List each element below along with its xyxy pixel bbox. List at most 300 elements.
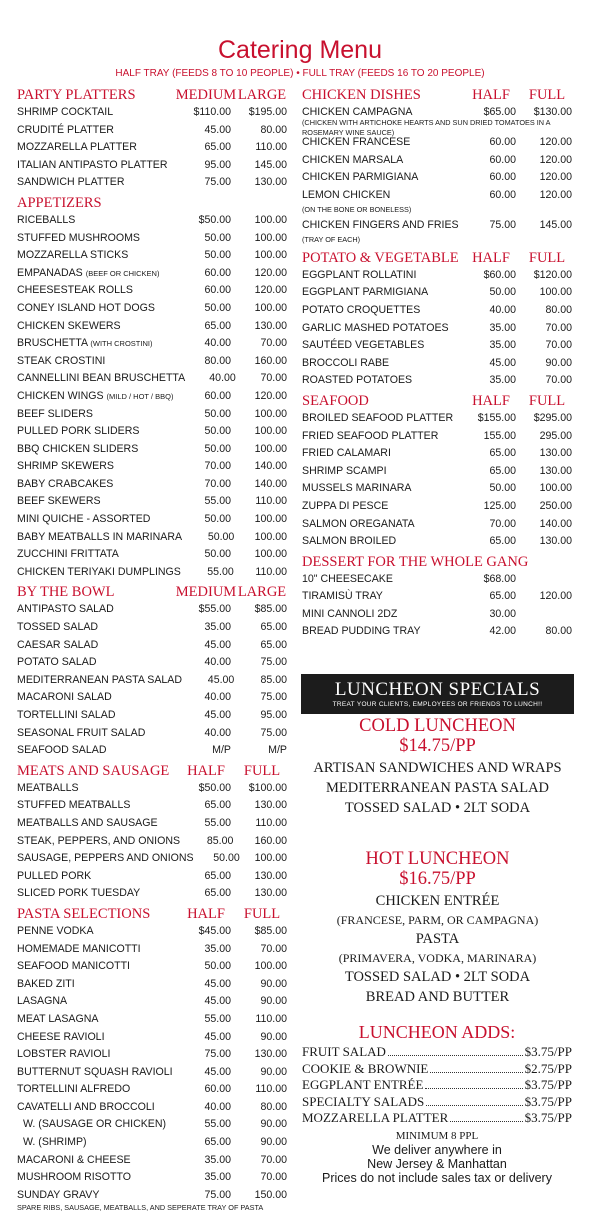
menu-item	[17, 284, 287, 302]
size-column-header: MEDIUM	[175, 87, 237, 103]
item-name-text: CHEESE RAVIOLI	[17, 1030, 105, 1043]
item-name	[302, 500, 460, 512]
price-half: 75.00	[489, 218, 516, 231]
item-description: (TRAY OF EACH)	[302, 235, 361, 245]
menu-item	[17, 870, 287, 888]
item-name	[17, 1048, 175, 1060]
price-half: $155.00	[477, 411, 516, 424]
price-full: 80.00	[260, 123, 287, 136]
menu-item	[302, 535, 572, 553]
item-name-text: BREAD PUDDING TRAY	[302, 625, 421, 638]
menu-item	[302, 171, 572, 189]
item-name	[302, 154, 460, 166]
menu-item	[17, 1048, 287, 1066]
price-full: $100.00	[248, 781, 287, 794]
price-half: 40.00	[204, 726, 231, 739]
hot-luncheon-entree-options: (FRANCESE, PARM, OR CAMPAGNA)	[336, 913, 539, 927]
item-name	[17, 106, 175, 118]
item-name	[302, 304, 460, 316]
price-half: 60.00	[204, 284, 231, 297]
item-name	[17, 1083, 175, 1095]
menu-item	[302, 269, 572, 287]
item-name-text: BAKED ZITI	[17, 977, 75, 990]
size-column-header: HALF	[472, 249, 510, 266]
price-half: 65.00	[489, 590, 516, 603]
price-full: 75.00	[260, 691, 287, 704]
menu-item	[17, 495, 287, 513]
item-name	[17, 727, 175, 739]
luncheon-specials-banner	[301, 674, 574, 714]
price-half: 60.00	[204, 266, 231, 279]
item-name-text: BUTTERNUT SQUASH RAVIOLI	[17, 1065, 173, 1078]
item-name-text: STEAK, PEPPERS, AND ONIONS	[17, 834, 181, 847]
price-full: 100.00	[254, 548, 287, 561]
price-full: 75.00	[260, 726, 287, 739]
price-half: 75.00	[204, 1188, 231, 1201]
item-name	[17, 337, 175, 349]
price-full: 140.00	[254, 460, 287, 473]
price-full: 100.00	[254, 301, 287, 314]
menu-item	[17, 106, 287, 124]
menu-item	[17, 960, 287, 978]
item-name	[302, 447, 460, 459]
price-full: 160.00	[254, 834, 287, 847]
menu-item	[302, 412, 572, 430]
menu-item	[17, 141, 287, 159]
price-half: 45.00	[207, 673, 235, 686]
luncheon-add-item	[302, 1061, 572, 1078]
add-item-price: $3.75/PP	[524, 1110, 572, 1125]
price-half: 50.00	[204, 442, 231, 455]
item-name	[302, 189, 460, 201]
item-name	[17, 320, 175, 332]
menu-item	[17, 478, 287, 496]
item-name-text: SUNDAY GRAVY	[17, 1188, 100, 1201]
item-name	[302, 219, 460, 231]
item-name	[302, 136, 460, 148]
menu-item	[17, 782, 287, 800]
price-half: 35.00	[204, 621, 231, 634]
item-name-text: LOBSTER RAVIOLI	[17, 1048, 111, 1061]
item-name-text: MACARONI & CHEESE	[17, 1153, 131, 1166]
luncheon-adds	[302, 1022, 572, 1185]
item-name-text: MEATBALLS AND SAUSAGE	[17, 816, 158, 829]
luncheon-specials-tagline: TREAT YOUR CLIENTS, EMPLOYEES OR FRIENDS TO LUNCH!!	[332, 701, 543, 708]
price-half: 70.00	[204, 477, 231, 490]
menu-item	[302, 304, 572, 322]
price-full: 65.00	[260, 621, 287, 634]
size-column-header: LARGE	[237, 87, 287, 103]
menu-item	[17, 1013, 287, 1031]
menu-item	[17, 176, 287, 194]
price-full: 130.00	[254, 1048, 287, 1061]
menu-item	[17, 390, 287, 408]
price-half: 65.00	[204, 319, 231, 332]
item-name-text: MEATBALLS	[17, 781, 79, 794]
size-column-header: FULL	[528, 392, 566, 409]
menu-item	[17, 425, 287, 443]
menu-item	[302, 339, 572, 357]
section-header	[17, 762, 287, 782]
item-name-text: ZUCCHINI FRITTATA	[17, 548, 119, 561]
item-name-text: BEEF SKEWERS	[17, 495, 101, 508]
delivery-info: We deliver anywhere in	[372, 1142, 502, 1157]
menu-item	[302, 322, 572, 340]
item-name-text: W. (SAUSAGE OR CHICKEN)	[23, 1118, 167, 1131]
item-name	[17, 978, 175, 990]
menu-item	[17, 943, 287, 961]
page-title: Catering Menu	[218, 36, 382, 64]
item-option-note: (BEEF OR CHICKEN)	[85, 268, 160, 278]
delivery-info: New Jersey & Manhattan	[367, 1156, 507, 1171]
item-name	[302, 518, 460, 530]
price-half: 95.00	[204, 158, 231, 171]
dot-leader	[426, 1105, 522, 1106]
item-name-text: 10" CHEESECAKE	[302, 572, 393, 585]
price-full: 120.00	[254, 284, 287, 297]
item-name-text: CHICKEN FRANCESE	[302, 136, 411, 148]
price-full: 120.00	[539, 136, 572, 148]
price-full: $295.00	[533, 411, 572, 424]
item-name-text: CONEY ISLAND HOT DOGS	[17, 301, 155, 314]
price-half: 75.00	[204, 1048, 231, 1061]
price-full: 100.00	[254, 442, 287, 455]
price-half: 60.00	[204, 389, 231, 402]
item-name-text: HOMEMADE MANICOTTI	[17, 942, 141, 955]
price-full: $195.00	[248, 106, 287, 118]
item-name-text: LEMON CHICKEN	[302, 188, 391, 201]
item-name	[302, 573, 460, 585]
item-name-text: STUFFED MUSHROOMS	[17, 231, 141, 244]
price-half: 35.00	[489, 321, 516, 334]
menu-item	[17, 925, 287, 943]
menu-item	[17, 621, 287, 639]
menu-item	[302, 590, 572, 608]
dot-leader	[450, 1121, 522, 1122]
menu-item	[17, 639, 287, 657]
item-name	[17, 1154, 175, 1166]
price-half: $50.00	[198, 781, 231, 794]
price-half: 85.00	[206, 834, 234, 847]
size-column-header: MEDIUM	[175, 584, 237, 601]
price-full: 100.00	[254, 960, 287, 973]
item-name	[17, 621, 175, 633]
hot-luncheon	[301, 849, 574, 1007]
hot-luncheon-title: HOT LUNCHEON	[365, 849, 510, 869]
item-name	[17, 1189, 175, 1201]
delivery-info: Prices do not include sales tax or delivery	[322, 1170, 552, 1185]
cold-luncheon-line: MEDITERRANEAN PASTA SALAD	[325, 780, 550, 796]
item-name	[17, 284, 175, 296]
luncheon-specials-title: LUNCHEON SPECIALS	[334, 679, 541, 700]
price-full: 110.00	[255, 1012, 287, 1025]
item-name	[17, 159, 175, 171]
price-full: 90.00	[260, 1065, 287, 1078]
hot-luncheon-price: $16.75/PP	[399, 869, 476, 889]
item-name	[17, 495, 175, 507]
price-full: M/P	[268, 744, 287, 757]
price-half: 35.00	[204, 1171, 231, 1184]
menu-item	[17, 978, 287, 996]
price-full: 90.00	[260, 1030, 287, 1043]
menu-item	[17, 817, 287, 835]
price-half: 50.00	[207, 530, 235, 543]
menu-item	[17, 603, 287, 621]
price-half: 50.00	[204, 425, 231, 438]
price-full: $85.00	[254, 924, 287, 937]
price-full: 90.00	[260, 977, 287, 990]
item-name-text: SALMON OREGANATA	[302, 517, 415, 530]
price-full: 90.00	[260, 995, 287, 1008]
section-title: APPETIZERS	[17, 194, 102, 211]
luncheon-add-item	[302, 1110, 572, 1127]
price-half: 60.00	[489, 136, 516, 148]
price-full: 85.00	[260, 673, 287, 686]
price-half: 55.00	[204, 495, 231, 508]
menu-item	[17, 709, 287, 727]
price-full: 70.00	[545, 374, 572, 387]
item-name-text: FRIED CALAMARI	[302, 447, 391, 460]
luncheon-adds-list	[302, 1044, 572, 1127]
section-header	[302, 86, 572, 106]
price-full: 160.00	[254, 354, 287, 367]
price-half: 50.00	[204, 249, 231, 262]
menu-item	[17, 337, 287, 355]
item-name	[17, 176, 175, 188]
item-description: (CHICKEN WITH ARTICHOKE HEARTS AND SUN DRIED TOMATOES IN A ROSEMARY WINE SAUCE)	[302, 118, 551, 137]
add-item-price: $2.75/PP	[524, 1060, 572, 1076]
menu-item	[17, 1118, 287, 1136]
price-full: 120.00	[539, 188, 572, 201]
item-name-text: CHICKEN TERIYAKI DUMPLINGS	[17, 565, 181, 578]
menu-item	[17, 249, 287, 267]
add-item-price: $3.75/PP	[524, 1077, 572, 1092]
item-name-text: MOZZARELLA PLATTER	[17, 141, 137, 154]
section-header	[302, 249, 572, 269]
menu-item	[302, 573, 572, 591]
item-name-text: TIRAMISÙ TRAY	[302, 590, 383, 603]
price-full: 110.00	[255, 565, 287, 578]
price-full: 130.00	[254, 176, 287, 189]
item-name	[17, 709, 175, 721]
item-name	[17, 835, 180, 847]
menu-item	[17, 1083, 287, 1101]
price-half: 60.00	[489, 188, 516, 201]
item-name-text: CHICKEN CAMPAGNA	[302, 106, 413, 118]
price-full: 100.00	[254, 530, 287, 543]
price-half: 55.00	[204, 816, 231, 829]
item-name-text: MUSHROOM RISOTTO	[17, 1171, 131, 1184]
price-half: 35.00	[489, 339, 516, 352]
menu-item	[17, 727, 287, 745]
cold-luncheon-line: TOSSED SALAD • 2LT SODA	[344, 800, 531, 816]
price-full: 250.00	[539, 499, 572, 512]
menu-section-pasta-selections	[17, 905, 287, 1213]
price-full: 65.00	[260, 638, 287, 651]
item-name-text: W. (SHRIMP)	[23, 1136, 87, 1149]
price-full: $130.00	[533, 106, 572, 118]
price-half: 45.00	[204, 123, 231, 136]
item-name	[17, 960, 175, 972]
item-name-text: CHICKEN SKEWERS	[17, 319, 121, 332]
item-name-text: EMPANADAS	[17, 266, 83, 279]
item-name	[17, 1013, 175, 1025]
price-half: 50.00	[204, 513, 231, 526]
price-half: $50.00	[198, 213, 231, 226]
item-name	[302, 286, 460, 298]
item-name	[17, 744, 175, 756]
item-name-text: CHICKEN WINGS	[17, 389, 104, 402]
item-name-text: STEAK CROSTINI	[17, 354, 106, 367]
price-half: 45.00	[204, 977, 231, 990]
section-title: PARTY PLATTERS	[17, 87, 136, 103]
price-full: 140.00	[539, 517, 572, 530]
menu-item	[302, 106, 572, 136]
item-name-text: MEDITERRANEAN PASTA SALAD	[17, 673, 183, 686]
add-item-name: MOZZARELLA PLATTER	[302, 1110, 449, 1125]
section-title: MEATS AND SAUSAGE	[17, 762, 170, 779]
price-half: 50.00	[204, 407, 231, 420]
menu-item	[17, 1171, 287, 1189]
price-half: 65.00	[204, 1136, 231, 1149]
item-name-text: SANDWICH PLATTER	[17, 176, 125, 189]
menu-item	[17, 744, 287, 762]
price-half: 65.00	[489, 464, 516, 477]
item-name	[17, 639, 175, 651]
menu-item	[17, 674, 287, 692]
price-full: 70.00	[260, 1153, 287, 1166]
price-half: 65.00	[204, 141, 231, 154]
menu-item	[17, 460, 287, 478]
item-name	[17, 1031, 175, 1043]
item-option-note: (MILD / HOT / BBQ)	[106, 391, 174, 401]
menu-section-party-platters	[17, 86, 287, 194]
price-full: 80.00	[545, 625, 572, 638]
item-name	[302, 171, 460, 183]
item-name-text: CHICKEN FINGERS AND FRIES	[302, 218, 459, 231]
menu-item	[17, 267, 287, 285]
item-name	[302, 465, 460, 477]
price-half: 50.00	[204, 960, 231, 973]
item-name	[17, 1101, 175, 1113]
price-full: 70.00	[545, 339, 572, 352]
item-name	[17, 943, 175, 955]
menu-item	[17, 372, 287, 390]
item-name-text: BROILED SEAFOOD PLATTER	[302, 411, 454, 424]
price-full: 140.00	[254, 477, 287, 490]
tray-size-subtitle: HALF TRAY (FEEDS 8 TO 10 PEOPLE) • FULL TRAY (FEEDS 16 TO 20 PEOPLE)	[115, 68, 485, 79]
size-column-header: HALF	[187, 762, 225, 779]
price-full: 130.00	[254, 319, 287, 332]
add-item-name: SPECIALTY SALADS	[302, 1093, 425, 1109]
price-full: 150.00	[254, 1188, 287, 1201]
price-full: 295.00	[539, 429, 572, 442]
menu-item	[302, 447, 572, 465]
price-full: 110.00	[255, 816, 287, 829]
cold-luncheon	[301, 716, 574, 818]
item-name-text: SALMON BROILED	[302, 535, 397, 548]
price-full: 100.00	[254, 231, 287, 244]
item-name-text: POTATO CROQUETTES	[302, 303, 421, 316]
section-footnote: SPARE RIBS, SAUSAGE, MEATBALLS, AND SEPERATE TRAY OF PASTA	[17, 1203, 264, 1213]
price-half: 50.00	[204, 301, 231, 314]
price-half: 30.00	[489, 607, 516, 620]
item-name-text: CHICKEN PARMIGIANA	[302, 171, 419, 184]
item-name-text: BABY CRABCAKES	[17, 477, 114, 490]
menu-item	[17, 531, 287, 549]
add-item-name: EGGPLANT ENTRÉE	[302, 1077, 424, 1092]
price-full: 120.00	[539, 590, 572, 603]
menu-item	[17, 656, 287, 674]
cold-luncheon-title: COLD LUNCHEON	[359, 716, 516, 736]
price-full: 130.00	[539, 535, 572, 548]
item-name	[302, 322, 460, 334]
menu-item	[302, 518, 572, 536]
item-name-text: SAUTÉED VEGETABLES	[302, 339, 425, 352]
item-name	[302, 625, 460, 637]
hot-luncheon-pasta: PASTA	[415, 931, 460, 947]
price-full: 130.00	[254, 869, 287, 882]
price-half: 75.00	[204, 176, 231, 189]
item-name	[17, 1066, 175, 1078]
item-name-text: SAUSAGE, PEPPERS AND ONIONS	[17, 852, 194, 865]
price-half: 55.00	[207, 565, 234, 578]
item-name	[17, 443, 175, 455]
menu-item	[17, 566, 287, 584]
section-title: DESSERT FOR THE WHOLE GANG	[302, 553, 529, 570]
price-full: 100.00	[254, 249, 287, 262]
item-name-text: SLICED PORK TUESDAY	[17, 887, 141, 900]
item-name-text: CAVATELLI AND BROCCOLI	[17, 1100, 155, 1113]
item-name	[302, 106, 460, 118]
section-title: CHICKEN DISHES	[302, 87, 421, 103]
item-name	[302, 339, 460, 351]
item-name	[17, 478, 175, 490]
size-column-header: HALF	[472, 392, 510, 409]
menu-item	[17, 124, 287, 142]
left-menu-column	[17, 86, 287, 1212]
item-name	[17, 141, 175, 153]
size-column-header: FULL	[243, 762, 281, 779]
item-name	[17, 232, 175, 244]
menu-item	[302, 465, 572, 483]
price-full: 90.00	[260, 1136, 287, 1149]
add-item-price: $3.75/PP	[524, 1044, 572, 1059]
price-full: 70.00	[260, 1171, 287, 1184]
dot-leader	[388, 1055, 523, 1056]
item-name	[17, 691, 175, 703]
item-name	[17, 603, 175, 615]
item-name	[302, 357, 460, 369]
minimum-order-note: MINIMUM 8 PPL	[395, 1129, 479, 1142]
item-name	[302, 430, 460, 442]
price-half: 35.00	[204, 1153, 231, 1166]
item-name	[17, 214, 175, 226]
item-name	[17, 124, 175, 136]
price-half: 45.00	[204, 995, 231, 1008]
item-name-text: GARLIC MASHED POTATOES	[302, 321, 449, 334]
item-name-text: SHRIMP COCKTAIL	[17, 106, 114, 118]
item-name	[17, 390, 175, 402]
price-full: 70.00	[260, 337, 287, 350]
price-full: 80.00	[260, 1100, 287, 1113]
price-half: 40.00	[204, 337, 231, 350]
item-name-text: TOSSED SALAD	[17, 621, 99, 634]
price-full: 120.00	[539, 153, 572, 166]
hot-luncheon-line: BREAD AND BUTTER	[365, 989, 510, 1005]
price-half: 155.00	[483, 429, 516, 442]
size-column-header: FULL	[528, 249, 566, 266]
